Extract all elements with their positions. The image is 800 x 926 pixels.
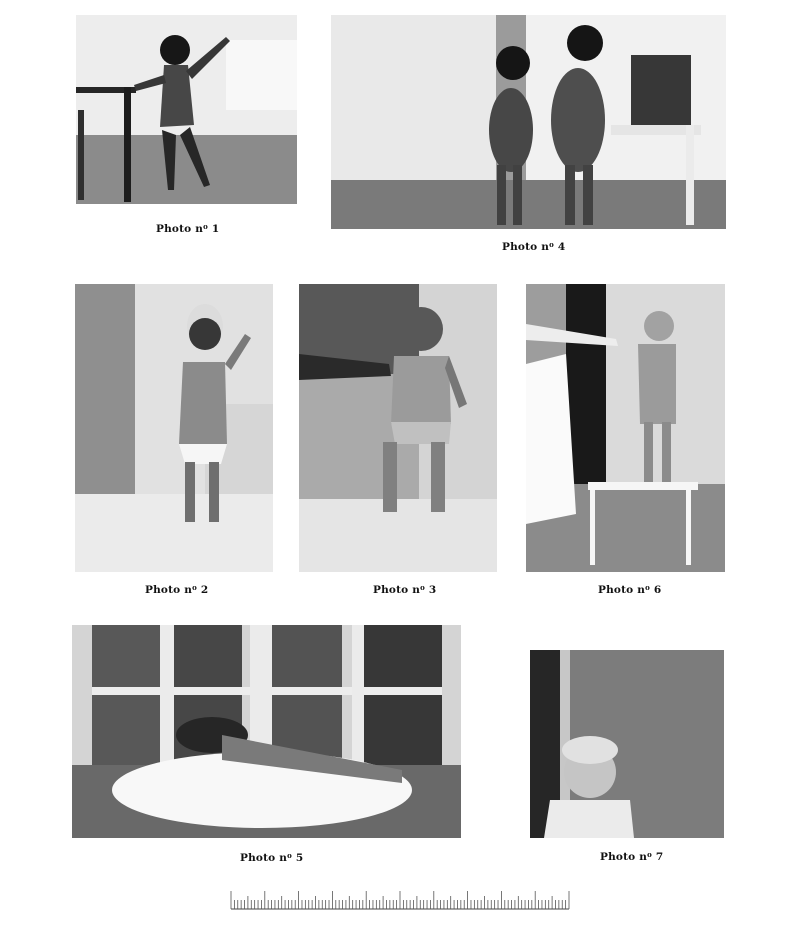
caption-superscript: o bbox=[645, 583, 650, 592]
photo-1-caption bbox=[156, 222, 219, 235]
caption-number: 2 bbox=[200, 584, 209, 596]
photo-1-image bbox=[76, 15, 297, 204]
caption-number: 5 bbox=[295, 852, 304, 864]
caption-label: Photo n bbox=[598, 584, 646, 596]
caption-number: 6 bbox=[653, 584, 662, 596]
caption-number: 4 bbox=[557, 241, 566, 253]
caption-superscript: o bbox=[203, 222, 208, 231]
scale-ruler bbox=[230, 888, 570, 912]
photo-5-caption bbox=[240, 851, 303, 864]
photo-4-caption bbox=[502, 240, 565, 253]
caption-superscript: o bbox=[647, 850, 652, 859]
photo-2-image bbox=[75, 284, 273, 572]
caption-superscript: o bbox=[192, 583, 197, 592]
caption-label: Photo n bbox=[145, 584, 193, 596]
photo-5-image bbox=[72, 625, 461, 838]
caption-superscript: o bbox=[420, 583, 425, 592]
photo-2-caption bbox=[145, 583, 208, 596]
photo-6-image bbox=[526, 284, 725, 572]
caption-label: Photo n bbox=[502, 241, 550, 253]
caption-number: 1 bbox=[211, 223, 220, 235]
caption-label: Photo n bbox=[240, 852, 288, 864]
caption-label: Photo n bbox=[156, 223, 204, 235]
photo-6-caption bbox=[598, 583, 661, 596]
caption-superscript: o bbox=[549, 240, 554, 249]
caption-number: 7 bbox=[655, 851, 664, 863]
caption-superscript: o bbox=[287, 851, 292, 860]
photo-4-image bbox=[331, 15, 726, 229]
caption-number: 3 bbox=[428, 584, 437, 596]
photo-3-caption bbox=[373, 583, 436, 596]
caption-label: Photo n bbox=[373, 584, 421, 596]
caption-label: Photo n bbox=[600, 851, 648, 863]
photo-7-image bbox=[530, 650, 724, 838]
photo-3-image bbox=[299, 284, 497, 572]
photo-7-caption bbox=[600, 850, 663, 863]
